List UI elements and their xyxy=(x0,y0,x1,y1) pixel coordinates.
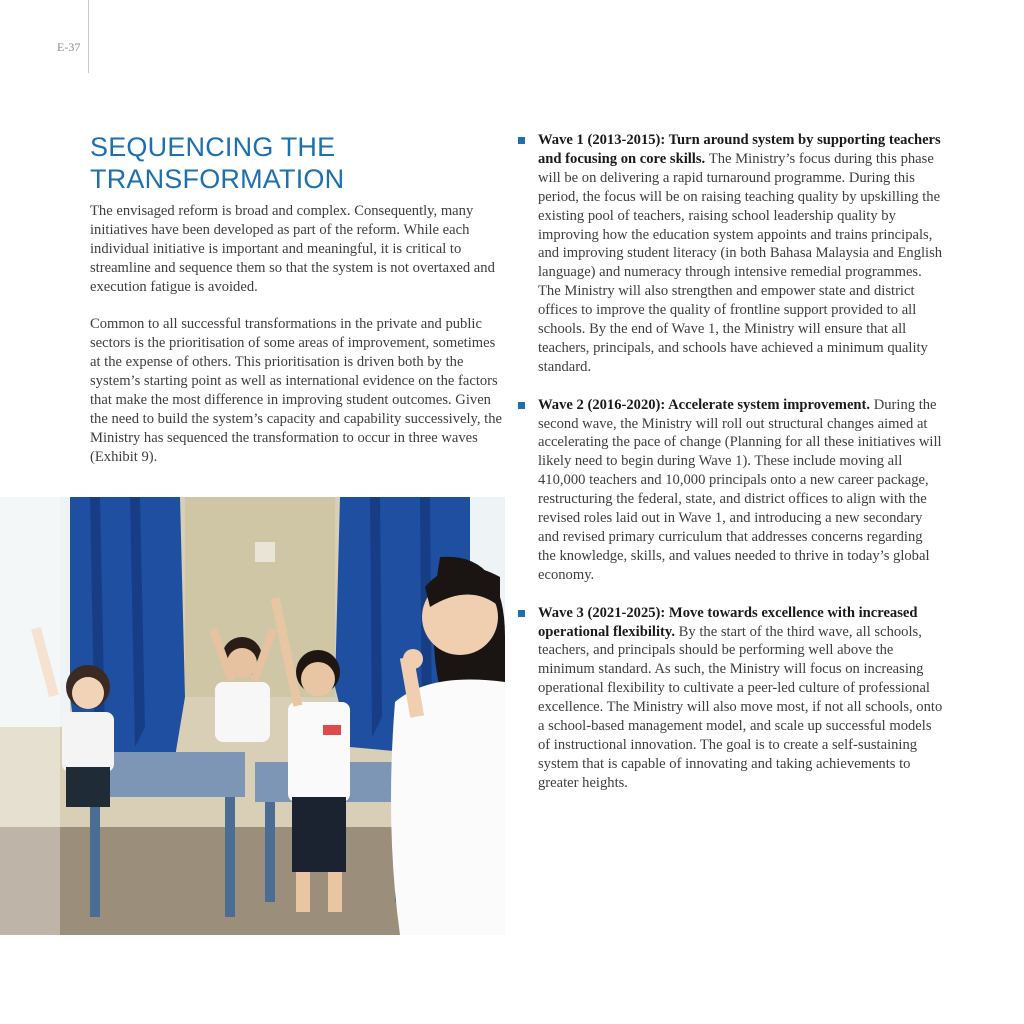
waves-list xyxy=(516,131,944,812)
wave-body: The Ministry’s focus during this phase will be on delivering a rapid turnaround programme. During this period, the focus will be on raising teaching quality by upskilling the existing pool of teachers, raising school leadership quality by improving how the education system appoints and trains principals, and improving student literacy (in both Bahasa Malaysia and English language) and numeracy through intensive remedial programmes. The Ministry will also strengthen and empower state and district offices to improve the quality of frontline support provided to all schools. By the end of Wave 1, the Ministry will ensure that all teachers, principals, and schools have achieved a minimum quality standard. xyxy=(538,150,943,375)
intro-paragraph-2: Common to all successful transformations in the private and public sectors is the prioritisation of some areas of improvement, sometimes at the expense of others. This prioritisation is driven both by the system’s starting point as well as international evidence on the factors that make the most difference in improving student outcomes. Given the need to build the system’s capacity and capability successively, the Ministry has sequenced the transformation to occur in three waves (Exhibit 9). xyxy=(90,316,503,465)
classroom-photo xyxy=(0,497,505,935)
square-bullet-icon xyxy=(518,402,525,409)
heading-line-2: TRANSFORMATION xyxy=(90,164,345,194)
wave-item-1 xyxy=(516,131,944,377)
square-bullet-icon xyxy=(518,137,525,144)
wave-item-2 xyxy=(516,396,944,585)
wave-item-3 xyxy=(516,604,944,793)
wave-title: Wave 3 (2021-2025): Move towards excellence with increased operational flexibility. xyxy=(538,604,918,640)
wave-title: Wave 2 (2016-2020): Accelerate system improvement. xyxy=(538,396,874,413)
wave-body: During the second wave, the Ministry will roll out structural changes aimed at accelerating the pace of change (Planning for all these initiatives will likely need to begin during Wave 1). These include moving all 410,000 teachers and 10,000 principals onto a new career package, restructuring the federal, state, and district offices to align with the revised roles laid out in Wave 1, and introducing a new secondary and revised primary curriculum that addresses concerns regarding the knowledge, skills, and values needed to thrive in today’s global economy. xyxy=(538,396,942,583)
square-bullet-icon xyxy=(518,610,525,617)
intro-column xyxy=(90,202,505,486)
section-heading xyxy=(90,131,490,195)
margin-rule xyxy=(88,0,89,73)
wave-body: By the start of the third wave, all schools, teachers, and principals should be performing well above the minimum standard. As such, the Ministry will focus on increasing operational flexibility to cultivate a peer-led culture of professional excellence. The Ministry will also move most, if not all schools, onto a school-based management model, and scale up successful models of instructional innovation. The goal is to create a self-sustaining system that is capable of innovating and taking achievements to greater heights. xyxy=(538,623,943,791)
heading-line-1: SEQUENCING THE xyxy=(90,132,336,162)
intro-paragraph-1: The envisaged reform is broad and complex. Consequently, many initiatives have been developed as part of the reform. While each individual initiative is important and meaningful, it is critical to streamline and sequence them so that the system is not overtaxed and execution fatigue is avoided. xyxy=(90,203,495,295)
wave-title: Wave 1 (2013-2015): Turn around system by supporting teachers and focusing on core skills. xyxy=(538,132,941,167)
page-number: E-37 xyxy=(57,40,81,54)
